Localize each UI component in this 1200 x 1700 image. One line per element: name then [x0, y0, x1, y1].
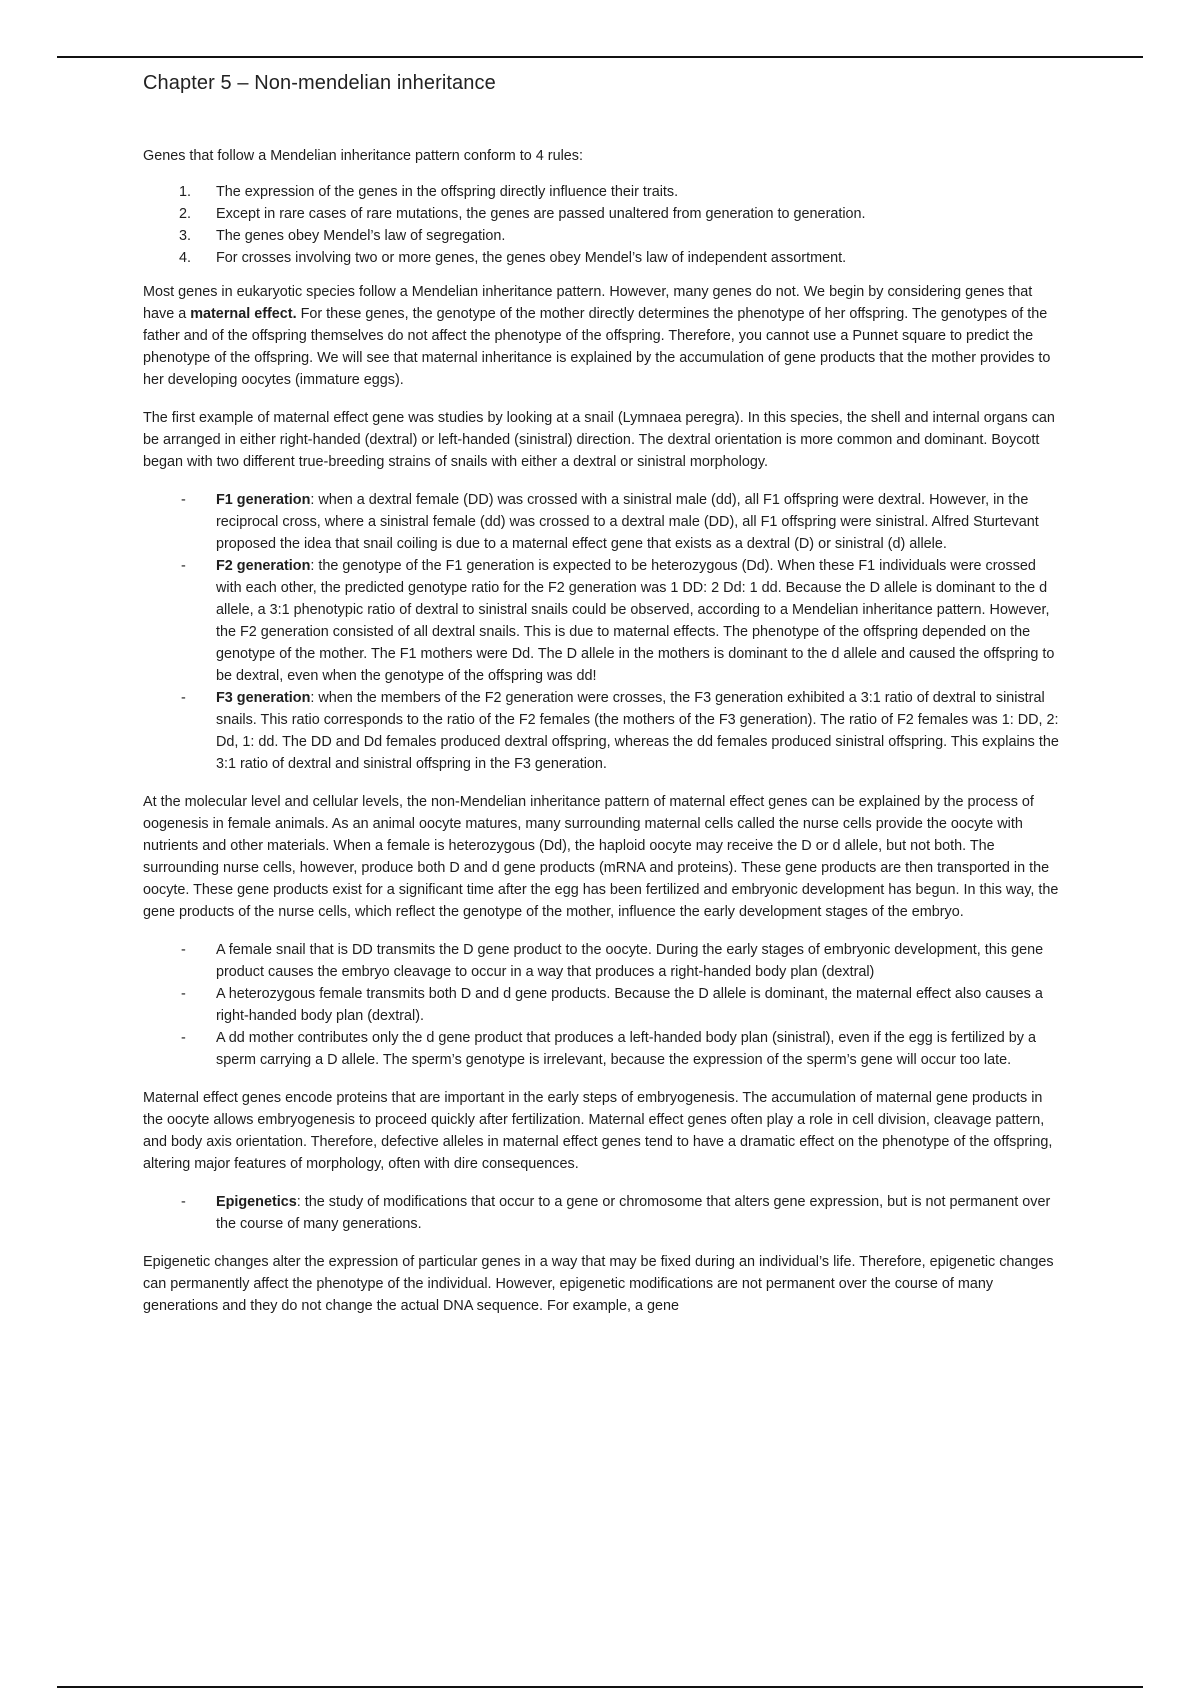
- epigenetic-paragraph: Epigenetic changes alter the expression of particular genes in a way that may be fixed during an individual’s life. Therefore, epigenetic changes can permanently affect the phenotype of the individual. However, epigenetic modifications are not permanent over the course of many generations and they do not change the actual DNA sequence. For example, a gene: [143, 1254, 1054, 1314]
- list-number: 1.: [179, 184, 192, 200]
- bottom-rule: [57, 1686, 1143, 1688]
- chapter-title: Chapter 5 – Non-mendelian inheritance: [143, 72, 496, 94]
- encode-paragraph: Maternal effect genes encode proteins that are important in the early steps of embryogenesis. The accumulation of maternal gene products in the oocyte allows embryogenesis to proceed quickly after fertilization. Maternal effect genes often play a role in cell division, cleavage pattern, and body axis orientation. Therefore, defective alleles in maternal effect genes tend to have a dramatic effect on the phenotype of the offspring, altering major features of morphology, often with dire consequences.: [143, 1090, 1053, 1172]
- list-number: 2.: [179, 206, 192, 222]
- f3-term: F3 generation: [216, 690, 311, 706]
- list-number: 4.: [179, 250, 192, 266]
- list-item: - A female snail that is DD transmits the D gene product to the oocyte. During the early stages of embryonic development, this gene product causes the embryo cleavage to occur in a way that produces a right-handed body plan (dextral): [181, 942, 1044, 980]
- snail-paragraph: The first example of maternal effect gene was studies by looking at a snail (Lymnaea peregra). In this species, the shell and internal organs can be arranged in either right-handed (dextral) or left-handed (sinistral) direction. The dextral orientation is more common and dominant. Boycott began with two different true-breeding strains of snails with either a dextral or sinistral morphology.: [143, 410, 1055, 470]
- list-item: 3. The genes obey Mendel’s law of segregation.: [143, 225, 1061, 247]
- list-item: - Epigenetics: the study of modifications that occur to a gene or chromosome that alters gene expression, but is not permanent over the course of many generations.: [181, 1194, 1051, 1232]
- list-item: 1. The expression of the genes in the offspring directly influence their traits.: [143, 181, 1061, 203]
- list-item: - F1 generation: when a dextral female (DD) was crossed with a sinistral male (dd), all F1 offspring were dextral. However, in the reciprocal cross, where a sinistral female (dd) was crossed to a dextral male (DD), all F1 offspring were sinistral. Alfred Sturtevant proposed the idea that snail coiling is due to a maternal effect gene that exists as a dextral (D) or sinistral (d) allele.: [181, 492, 1039, 552]
- generations-list: [143, 489, 1061, 775]
- epigenetics-term: Epigenetics: [216, 1194, 297, 1210]
- list-item: - F2 generation: the genotype of the F1 generation is expected to be heterozygous (Dd). When these F1 individuals were crossed with each other, the predicted genotype ratio for the F2 generation was 1 DD: 2 Dd: 1 dd. Because the D allele is dominant to the d allele, a 3:1 phenotypic ratio of dextral to sinistral snails could be observed, according to a Mendelian inheritance pattern. However, the F2 generation consisted of all dextral snails. This is due to maternal effects. The phenotype of the offspring depended on the genotype of the mother. The F1 mothers were Dd. The D allele in the mothers is dominant to the d allele and caused the offspring to be dextral, even when the genotype of the offspring was dd!: [181, 558, 1055, 684]
- maternal-effect-paragraph: Most genes in eukaryotic species follow a Mendelian inheritance pattern. However, many genes do not. We begin by considering genes that have a maternal effect. For these genes, the genotype of the mother directly determines the phenotype of her offspring. The genotypes of the father and of the offspring themselves do not affect the phenotype of the offspring. Therefore, you cannot use a Punnet square to predict the phenotype of the offspring. We will see that maternal inheritance is explained by the accumulation of gene products that the mother provides to her developing oocytes (immature eggs).: [143, 284, 1051, 388]
- document-page: [143, 72, 1061, 1333]
- mendel-rules-list: [143, 181, 1061, 269]
- list-item: 2. Except in rare cases of rare mutations, the genes are passed unaltered from generation to generation.: [143, 203, 1061, 225]
- list-item: 4. For crosses involving two or more genes, the genes obey Mendel’s law of independent assortment.: [143, 247, 1061, 269]
- list-item: - F3 generation: when the members of the F2 generation were crosses, the F3 generation exhibited a 3:1 ratio of dextral to sinistral snails. This ratio corresponds to the ratio of the F2 females (the mothers of the F3 generation). The ratio of F2 females was 1: DD, 2: Dd, 1: dd. The DD and Dd females produced dextral offspring, whereas the dd females produced sinistral offspring. This explains the 3:1 ratio of dextral and sinistral offspring in the F3 generation.: [181, 690, 1059, 772]
- list-number: 3.: [179, 228, 192, 244]
- snail-cases-list: [143, 939, 1061, 1071]
- list-item: - A heterozygous female transmits both D and d gene products. Because the D allele is dominant, the maternal effect also causes a right-handed body plan (dextral).: [181, 986, 1043, 1024]
- f2-term: F2 generation: [216, 558, 311, 574]
- f1-term: F1 generation: [216, 492, 311, 508]
- molecular-paragraph: At the molecular level and cellular levels, the non-Mendelian inheritance pattern of maternal effect genes can be explained by the process of oogenesis in female animals. As an animal oocyte matures, many surrounding maternal cells called the nurse cells provide the oocyte with nutrients and other materials. When a female is heterozygous (Dd), the haploid oocyte may receive the D or d allele, but not both. The surrounding nurse cells, however, produce both D and d gene products (mRNA and proteins). These gene products are then transported in the oocyte. These gene products exist for a significant time after the egg has been fertilized and embryonic development has begun. In this way, the gene products of the nurse cells, which reflect the genotype of the mother, influence the early development stages of the embryo.: [143, 794, 1059, 920]
- maternal-effect-term: maternal effect.: [190, 306, 297, 322]
- epigenetics-list: [143, 1191, 1061, 1235]
- top-rule: [57, 56, 1143, 58]
- list-item: - A dd mother contributes only the d gene product that produces a left-handed body plan (sinistral), even if the egg is fertilized by a sperm carrying a D allele. The sperm’s genotype is irrelevant, because the expression of the sperm’s gene will occur too late.: [181, 1030, 1036, 1068]
- intro-paragraph: Genes that follow a Mendelian inheritance pattern conform to 4 rules:: [143, 148, 583, 164]
